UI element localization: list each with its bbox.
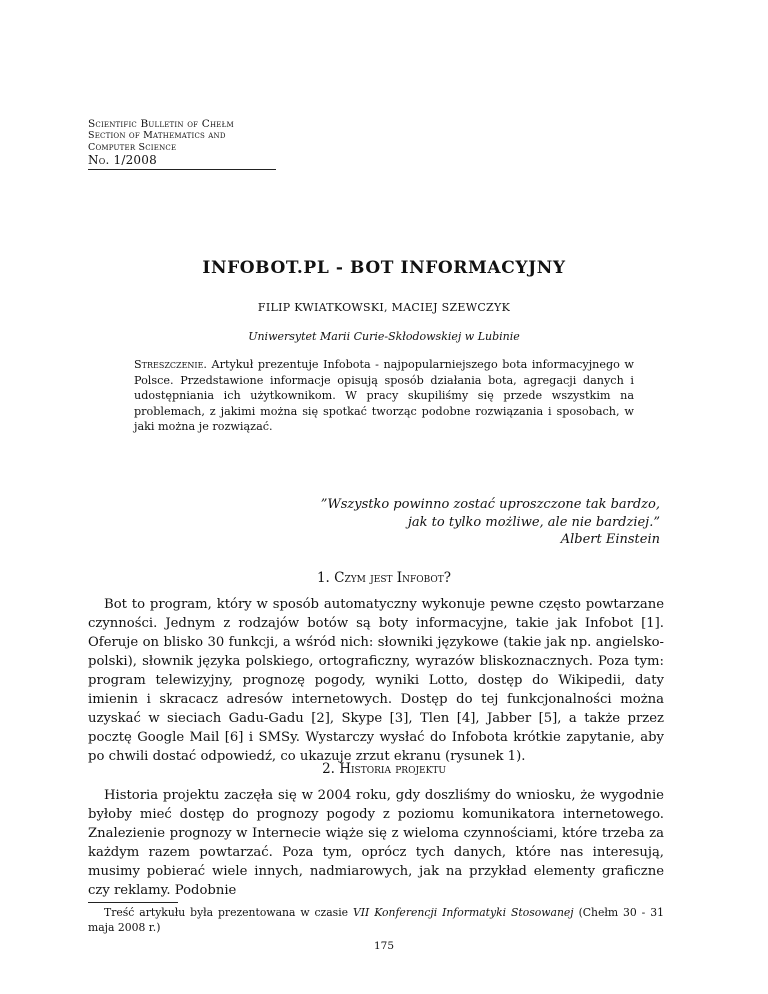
epigraph-author: Albert Einstein [560, 532, 660, 547]
epigraph-line1: ”Wszystko powinno zostać uproszczone tak bardzo, [320, 497, 660, 512]
journal-masthead [88, 118, 278, 170]
journal-name: Scientific Bulletin of Chełm [88, 118, 234, 130]
footnote-conference: VII Konferencji Informatyki Stosowanej [352, 906, 574, 919]
section-1-heading: 1. Czym jest Infobot? [316, 570, 452, 586]
section-2-body: Historia projektu zaczęła się w 2004 roku, gdy doszliśmy do wniosku, że wygodnie byłoby mieć dostęp do prognozy pogody z poziomu komunikatora internetowego. Znalezienie prognozy w Internecie wiąże się z wieloma czynnościami, które trzeba za każdym razem powtarzać. Poza tym, oprócz tych danych, które nas interesują, musimy pobierać wiele innych, nadmiarowych, jak na przykład elementy graficzne czy reklamy. Podobnie [88, 788, 664, 898]
journal-section-line2: Computer Science [88, 142, 177, 153]
footnote [88, 906, 664, 935]
abstract-label: Streszczenie. [134, 358, 207, 371]
footnote-rule [88, 902, 178, 903]
section-1-body: Bot to program, który w sposób automatyczny wykonuje pewne często powtarzane czynności. Jednym z rodzajów botów są boty informacyjne, takie jak Infobot [1]. Oferuje on blisko 30 funkcji, a wśród nich: słowniki językowe (takie jak np. angielsko-polski), słownik języka polskiego, ortograficzny, wyrazów bliskoznacznych. Poza tym: program telewizyjny, prognozę pogody, wyniki Lotto, dostęp do Wikipedii, daty imienin i skracacz adresów internetowych. Dostęp do tej funkcjonalności można uzyskać w sieciach Gadu-Gadu [2], Skype [3], Tlen [4], Jabber [5], a także przez pocztę Google Mail [6] i SMSy. Wystarczy wysłać do Infobota krótkie zapytanie, aby po chwili dostać odpowiedź, co ukazuje zrzut ekranu (rysunek 1). [88, 597, 664, 764]
paper-authors: FILIP KWIATKOWSKI, MACIEJ SZEWCZYK [257, 301, 511, 314]
epigraph-line2: jak to tylko możliwe, ale nie bardziej.” [407, 514, 660, 530]
journal-section-line1: Section of Mathematics and [88, 130, 226, 141]
journal-issue: No. 1/2008 [88, 153, 157, 167]
footnote-pre: Treść artykułu była prezentowana w czasie [104, 906, 349, 919]
footnote-post: (Chełm 30 - 31 maja 2008 r.) [88, 906, 664, 934]
abstract [134, 357, 634, 435]
epigraph [300, 496, 660, 549]
page-number: 175 [373, 940, 395, 952]
paper-title: INFOBOT.PL - BOT INFORMACYJNY [202, 258, 566, 278]
masthead-rule [88, 169, 276, 170]
paper-affiliation: Uniwersytet Marii Curie-Skłodowskiej w Lubinie [248, 330, 520, 343]
section-2-heading: 2. Historia projektu [322, 761, 446, 777]
abstract-text: Artykuł prezentuje Infobota - najpopularniejszego bota informacyjnego w Polsce. Przedstawione informacje opisują sposób działania bota, agregacji danych i udostępniania ich użytkownikom. W pracy skupiliśmy się przede wszystkim na problemach, z jakimi można się spotkać tworząc podobne rozwiązania i sposobach, w jaki można je rozwiązać. [134, 358, 634, 433]
